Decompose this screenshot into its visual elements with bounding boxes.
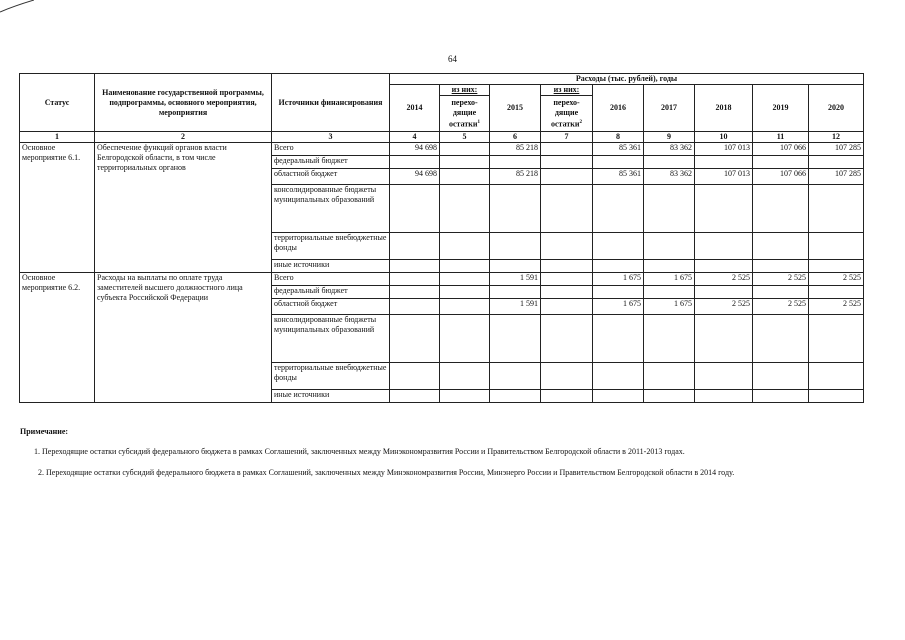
value-cell <box>490 185 541 233</box>
value-cell <box>490 390 541 403</box>
source-cell: областной бюджет <box>272 169 390 185</box>
header-carry2 <box>541 96 593 132</box>
value-cell <box>695 390 753 403</box>
header-year-2020: 2020 <box>809 85 864 132</box>
value-cell <box>809 156 864 169</box>
source-cell: Всего <box>272 273 390 286</box>
note-1: 1. Переходящие остатки субсидий федерального бюджета в рамках Соглашений, заключенных между Минэкономразвития России и Правительством Белгородской области в 2011-2013 годах. <box>34 447 685 456</box>
value-cell: 83 362 <box>644 169 695 185</box>
col-number: 12 <box>809 132 864 143</box>
value-cell <box>390 299 440 315</box>
value-cell <box>593 286 644 299</box>
header-year-2014: 2014 <box>390 85 440 132</box>
value-cell <box>809 363 864 390</box>
source-cell: консолидированные бюджеты муниципальных образований <box>272 185 390 233</box>
value-cell <box>541 390 593 403</box>
value-cell <box>440 233 490 260</box>
value-cell <box>440 286 490 299</box>
value-cell <box>490 156 541 169</box>
value-cell <box>490 363 541 390</box>
value-cell: 1 675 <box>644 299 695 315</box>
header-expenses: Расходы (тыс. рублей), годы <box>390 74 864 85</box>
value-cell <box>390 390 440 403</box>
value-cell: 2 525 <box>695 273 753 286</box>
table-row <box>20 273 864 286</box>
value-cell <box>541 315 593 363</box>
value-cell <box>440 156 490 169</box>
value-cell: 85 361 <box>593 169 644 185</box>
header-carry2-label: перехо-дящие остатки <box>550 97 580 129</box>
value-cell <box>644 185 695 233</box>
source-cell: федеральный бюджет <box>272 286 390 299</box>
col-number: 2 <box>95 132 272 143</box>
header-carry1-footnote: 1 <box>477 119 481 125</box>
value-cell <box>695 156 753 169</box>
header-carry1-of-them: из них: <box>440 85 490 96</box>
source-cell: территориальные внебюджетные фонды <box>272 233 390 260</box>
value-cell <box>440 390 490 403</box>
value-cell <box>593 233 644 260</box>
header-year-2019: 2019 <box>753 85 809 132</box>
value-cell <box>753 286 809 299</box>
source-cell: федеральный бюджет <box>272 156 390 169</box>
source-cell: территориальные внебюджетные фонды <box>272 363 390 390</box>
source-cell: Всего <box>272 143 390 156</box>
col-number: 10 <box>695 132 753 143</box>
header-name: Наименование государственной программы, подпрограммы, основного мероприятия, мероприятия <box>95 74 272 132</box>
value-cell: 107 013 <box>695 143 753 156</box>
value-cell <box>753 315 809 363</box>
value-cell <box>390 286 440 299</box>
value-cell <box>593 185 644 233</box>
value-cell <box>809 233 864 260</box>
value-cell <box>644 260 695 273</box>
value-cell <box>440 185 490 233</box>
value-cell <box>593 315 644 363</box>
value-cell <box>541 286 593 299</box>
header-carry1 <box>440 96 490 132</box>
value-cell <box>644 363 695 390</box>
value-cell <box>440 315 490 363</box>
value-cell <box>390 156 440 169</box>
value-cell <box>390 185 440 233</box>
source-cell: иные источники <box>272 260 390 273</box>
scan-artifact-line <box>0 0 34 14</box>
value-cell <box>753 233 809 260</box>
notes-title: Примечание: <box>20 427 69 436</box>
value-cell: 2 525 <box>753 273 809 286</box>
value-cell <box>490 315 541 363</box>
header-year-2018: 2018 <box>695 85 753 132</box>
value-cell <box>644 156 695 169</box>
value-cell: 107 013 <box>695 169 753 185</box>
value-cell: 85 218 <box>490 143 541 156</box>
value-cell <box>593 260 644 273</box>
value-cell: 1 675 <box>644 273 695 286</box>
value-cell <box>390 273 440 286</box>
table-row <box>20 143 864 156</box>
value-cell <box>490 260 541 273</box>
value-cell <box>695 260 753 273</box>
value-cell <box>440 299 490 315</box>
value-cell <box>490 286 541 299</box>
value-cell <box>695 363 753 390</box>
value-cell: 1 675 <box>593 299 644 315</box>
value-cell: 85 361 <box>593 143 644 156</box>
value-cell: 107 066 <box>753 169 809 185</box>
value-cell <box>390 233 440 260</box>
value-cell <box>809 315 864 363</box>
col-number: 8 <box>593 132 644 143</box>
value-cell <box>440 273 490 286</box>
col-number: 6 <box>490 132 541 143</box>
header-carry2-of-them: из них: <box>541 85 593 96</box>
col-number: 11 <box>753 132 809 143</box>
header-carry2-footnote: 2 <box>579 119 583 125</box>
source-cell: иные источники <box>272 390 390 403</box>
status-cell: Основное мероприятие 6.1. <box>20 143 95 273</box>
name-cell: Обеспечение функций органов власти Белгородской области, в том числе территориальных органов <box>95 143 272 273</box>
value-cell <box>490 233 541 260</box>
value-cell <box>541 185 593 233</box>
value-cell <box>541 169 593 185</box>
value-cell: 2 525 <box>695 299 753 315</box>
header-year-2016: 2016 <box>593 85 644 132</box>
value-cell <box>695 233 753 260</box>
value-cell: 94 698 <box>390 169 440 185</box>
value-cell: 107 285 <box>809 143 864 156</box>
value-cell <box>440 363 490 390</box>
value-cell: 94 698 <box>390 143 440 156</box>
col-number: 1 <box>20 132 95 143</box>
value-cell: 2 525 <box>809 299 864 315</box>
header-carry1-label: перехо-дящие остатки <box>448 97 478 129</box>
value-cell <box>753 363 809 390</box>
source-cell: консолидированные бюджеты муниципальных образований <box>272 315 390 363</box>
value-cell <box>695 286 753 299</box>
value-cell: 1 591 <box>490 273 541 286</box>
header-year-2017: 2017 <box>644 85 695 132</box>
value-cell <box>753 185 809 233</box>
value-cell <box>440 260 490 273</box>
value-cell <box>644 286 695 299</box>
col-number: 7 <box>541 132 593 143</box>
col-number: 9 <box>644 132 695 143</box>
value-cell <box>541 299 593 315</box>
value-cell <box>644 390 695 403</box>
page-number: 64 <box>448 54 457 64</box>
value-cell <box>593 390 644 403</box>
value-cell <box>541 233 593 260</box>
value-cell <box>541 143 593 156</box>
table-body <box>20 143 864 403</box>
value-cell: 85 218 <box>490 169 541 185</box>
value-cell <box>809 185 864 233</box>
value-cell: 83 362 <box>644 143 695 156</box>
value-cell <box>390 260 440 273</box>
value-cell <box>593 363 644 390</box>
header-year-2015: 2015 <box>490 85 541 132</box>
status-cell: Основное мероприятие 6.2. <box>20 273 95 403</box>
value-cell <box>644 233 695 260</box>
value-cell <box>809 390 864 403</box>
value-cell <box>753 260 809 273</box>
name-cell: Расходы на выплаты по оплате труда заместителей высшего должностного лица субъекта Российской Федерации <box>95 273 272 403</box>
expenses-table <box>19 73 864 403</box>
value-cell <box>541 260 593 273</box>
value-cell: 1 591 <box>490 299 541 315</box>
value-cell <box>695 185 753 233</box>
value-cell <box>541 273 593 286</box>
value-cell <box>541 363 593 390</box>
value-cell: 107 285 <box>809 169 864 185</box>
value-cell: 2 525 <box>753 299 809 315</box>
value-cell: 2 525 <box>809 273 864 286</box>
value-cell: 107 066 <box>753 143 809 156</box>
value-cell <box>440 143 490 156</box>
note-2: 2. Переходящие остатки субсидий федерального бюджета в рамках Соглашений, заключенных между Минэкономразвития России, Минэнерго России и Правительством Белгородской области в 2014 году. <box>38 468 735 477</box>
value-cell: 1 675 <box>593 273 644 286</box>
source-cell: областной бюджет <box>272 299 390 315</box>
value-cell <box>390 315 440 363</box>
header-sources: Источники финансирования <box>272 74 390 132</box>
value-cell <box>809 260 864 273</box>
value-cell <box>644 315 695 363</box>
value-cell <box>593 156 644 169</box>
value-cell <box>753 390 809 403</box>
value-cell <box>390 363 440 390</box>
value-cell <box>695 315 753 363</box>
col-number: 5 <box>440 132 490 143</box>
header-status: Статус <box>20 74 95 132</box>
value-cell <box>753 156 809 169</box>
column-numbers-row <box>20 132 864 143</box>
value-cell <box>440 169 490 185</box>
value-cell <box>809 286 864 299</box>
col-number: 3 <box>272 132 390 143</box>
value-cell <box>541 156 593 169</box>
col-number: 4 <box>390 132 440 143</box>
